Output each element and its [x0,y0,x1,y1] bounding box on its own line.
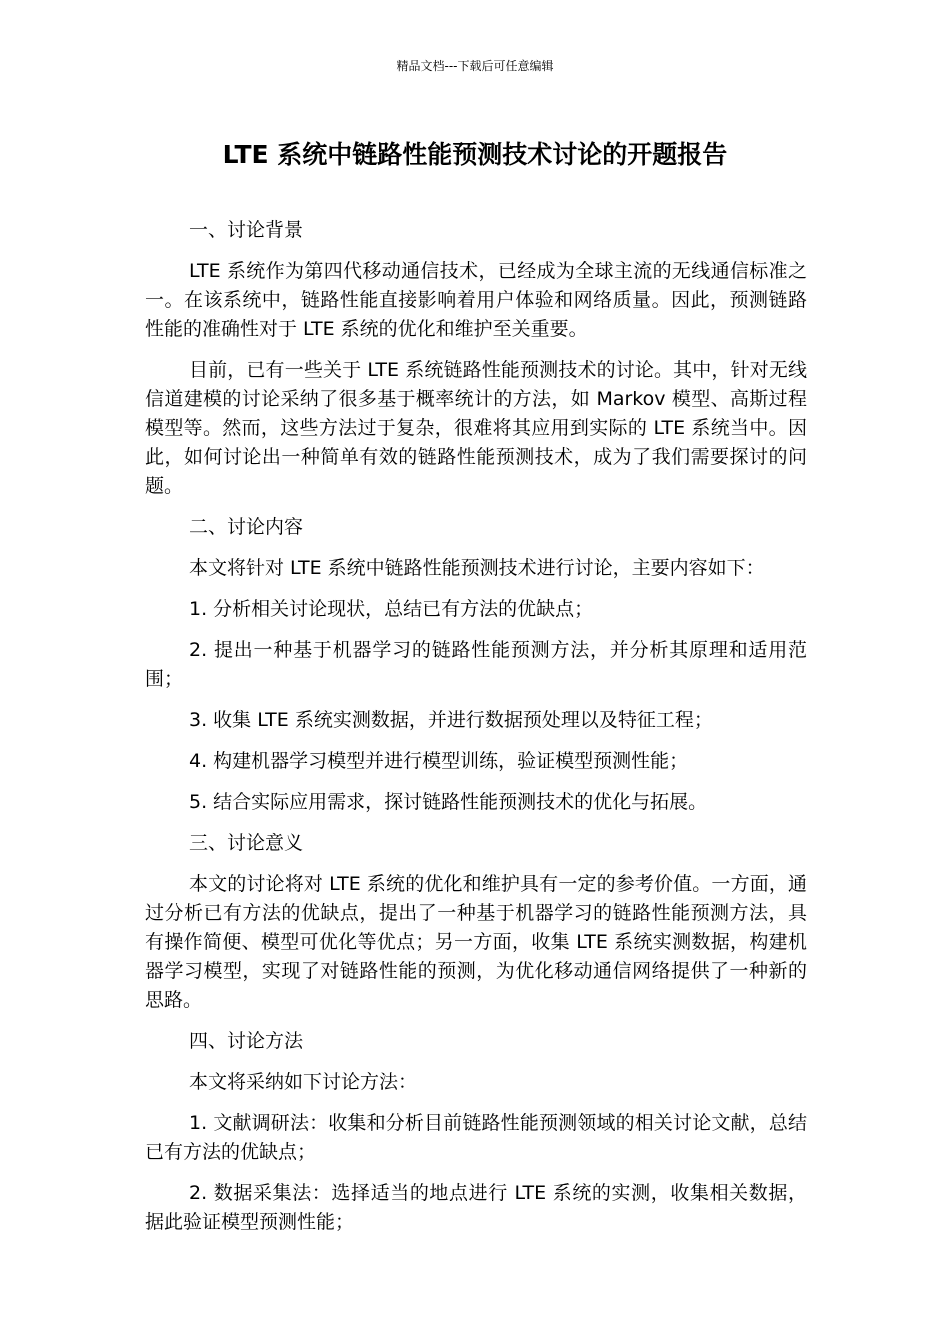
document-body [145,216,807,1249]
list-item-content-2: 2. 提出一种基于机器学习的链路性能预测方法，并分析其原理和适用范围； [145,639,807,690]
list-item-method-2: 2. 数据采集法：选择适当的地点进行 LTE 系统的实测，收集相关数据，据此验证模型预测性能； [145,1182,807,1233]
list-item-content-5: 5. 结合实际应用需求，探讨链路性能预测技术的优化与拓展。 [189,791,708,813]
document-title: LTE 系统中链路性能预测技术讨论的开题报告 [222,140,728,169]
list-item-content-1: 1. 分析相关讨论现状，总结已有方法的优缺点； [189,598,594,620]
paragraph-background-1: LTE 系统作为第四代移动通信技术，已经成为全球主流的无线通信标准之一。在该系统中，链路性能直接影响着用户体验和网络质量。因此，预测链路性能的准确性对于 LTE 系统的优化和维护至关重要。 [145,260,807,340]
paragraph-methods-intro: 本文将采纳如下讨论方法： [189,1071,418,1093]
section-heading-content: 二、讨论内容 [189,516,304,538]
section-heading-significance: 三、讨论意义 [189,832,304,854]
paragraph-background-2: 目前，已有一些关于 LTE 系统链路性能预测技术的讨论。其中，针对无线信道建模的讨论采纳了很多基于概率统计的方法，如 Markov 模型、高斯过程模型等。然而，这些方法过于复杂，很难将其应用到实际的 LTE 系统当中。因此，如何讨论出一种简单有效的链路性能预测技术，成为了我们需要探讨的问题。 [145,359,807,497]
page-header: 精品文档---下载后可任意编辑 [396,59,554,73]
list-item-content-3: 3. 收集 LTE 系统实测数据，并进行数据预处理以及特征工程； [189,709,713,731]
list-item-method-1: 1. 文献调研法：收集和分析目前链路性能预测领域的相关讨论文献，总结已有方法的优缺点； [145,1112,807,1163]
paragraph-significance: 本文的讨论将对 LTE 系统的优化和维护具有一定的参考价值。一方面，通过分析已有方法的优缺点，提出了一种基于机器学习的链路性能预测方法，具有操作简便、模型可优化等优点；另一方面，收集 LTE 系统实测数据，构建机器学习模型，实现了对链路性能的预测，为优化移动通信网络提供了一种新的思路。 [145,873,807,1011]
section-heading-background: 一、讨论背景 [189,219,304,241]
section-heading-methods: 四、讨论方法 [189,1030,304,1052]
paragraph-content-intro: 本文将针对 LTE 系统中链路性能预测技术进行讨论，主要内容如下： [189,557,765,579]
list-item-content-4: 4. 构建机器学习模型并进行模型训练，验证模型预测性能； [189,750,689,772]
